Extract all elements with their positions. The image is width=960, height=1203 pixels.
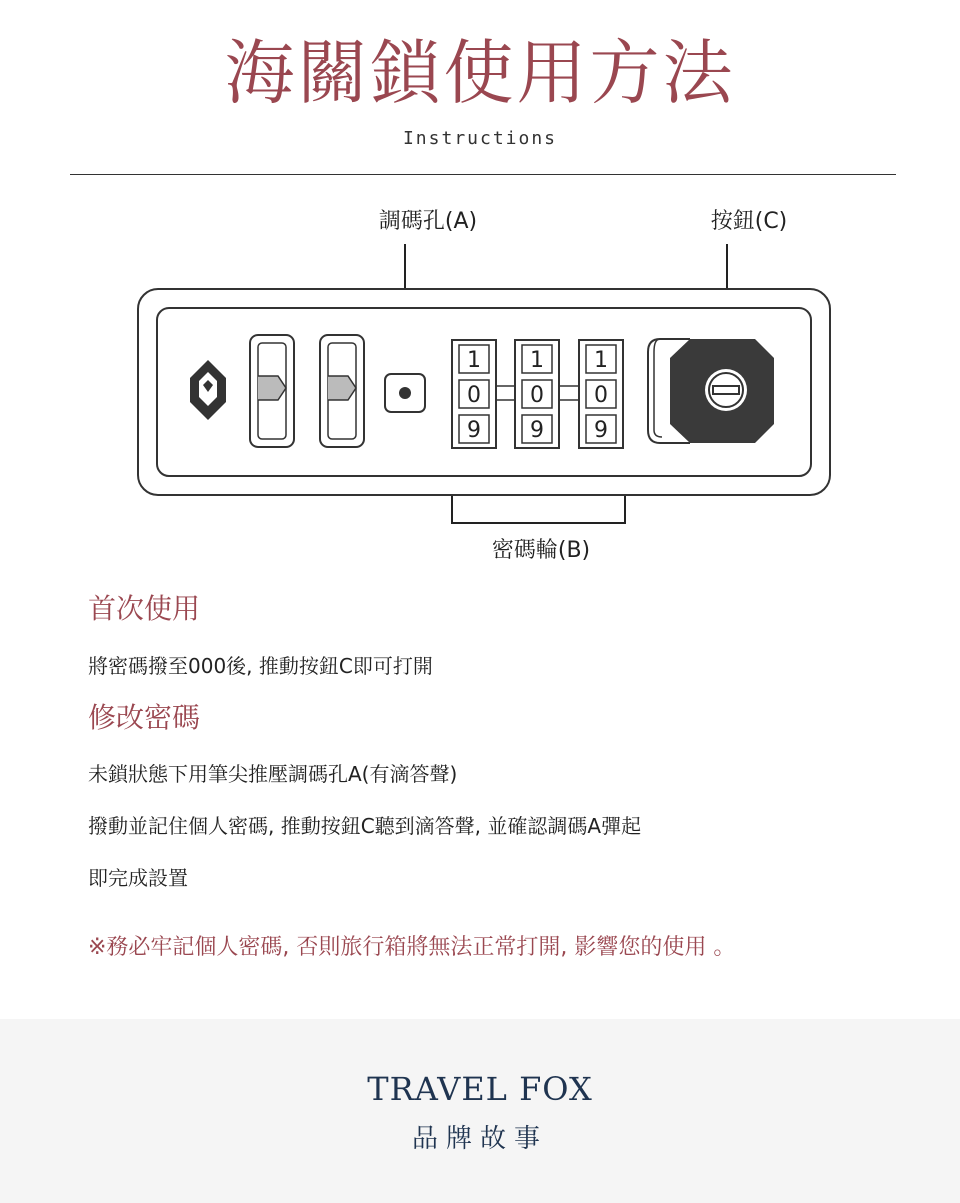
brand-story-link[interactable]: 品牌故事 <box>411 1124 548 1154</box>
wheel-digit: 9 <box>530 418 544 443</box>
footer <box>0 1019 960 1203</box>
label-adjust-hole: 調碼孔(A) <box>378 209 478 234</box>
wheel-digit: 0 <box>467 383 481 408</box>
lock-diagram <box>0 0 960 580</box>
wheel-digit: 1 <box>467 348 481 373</box>
wheel-digit: 1 <box>530 348 544 373</box>
code-wheel-3[interactable] <box>579 340 623 448</box>
wheel-connector <box>495 386 515 400</box>
body-line: 未鎖狀態下用筆尖推壓調碼孔A(有滴答聲) <box>88 762 458 786</box>
label-button: 按鈕(C) <box>710 209 788 234</box>
page-title: 海關鎖使用方法 <box>224 32 736 114</box>
code-wheel-2[interactable] <box>515 340 559 448</box>
wheel-digit: 1 <box>594 348 608 373</box>
label-wheels: 密碼輪(B) <box>491 538 591 563</box>
adjust-hole[interactable] <box>385 374 425 412</box>
lock-button[interactable] <box>648 339 774 443</box>
body-line: 將密碼撥至000後, 推動按鈕C即可打開 <box>88 654 433 678</box>
wheel-digit: 0 <box>594 383 608 408</box>
wheel-digit: 0 <box>530 383 544 408</box>
page-subtitle: Instructions <box>402 128 558 149</box>
brand-name[interactable]: TRAVEL FOX <box>367 1070 593 1108</box>
section-title-first-use: 首次使用 <box>88 592 201 625</box>
slider-right[interactable] <box>320 335 364 447</box>
wheel-digit: 9 <box>467 418 481 443</box>
wheel-connector <box>559 386 579 400</box>
warning-note: ※務必牢記個人密碼, 否則旅行箱將無法正常打開, 影響您的使用 。 <box>88 935 736 960</box>
body-line: 即完成設置 <box>88 866 188 890</box>
code-wheel-1[interactable] <box>452 340 496 448</box>
section-title-change-code: 修改密碼 <box>88 701 201 734</box>
body-line: 撥動並記住個人密碼, 推動按鈕C聽到滴答聲, 並確認調碼A彈起 <box>88 814 642 838</box>
wheel-digit: 9 <box>594 418 608 443</box>
slider-left[interactable] <box>250 335 294 447</box>
